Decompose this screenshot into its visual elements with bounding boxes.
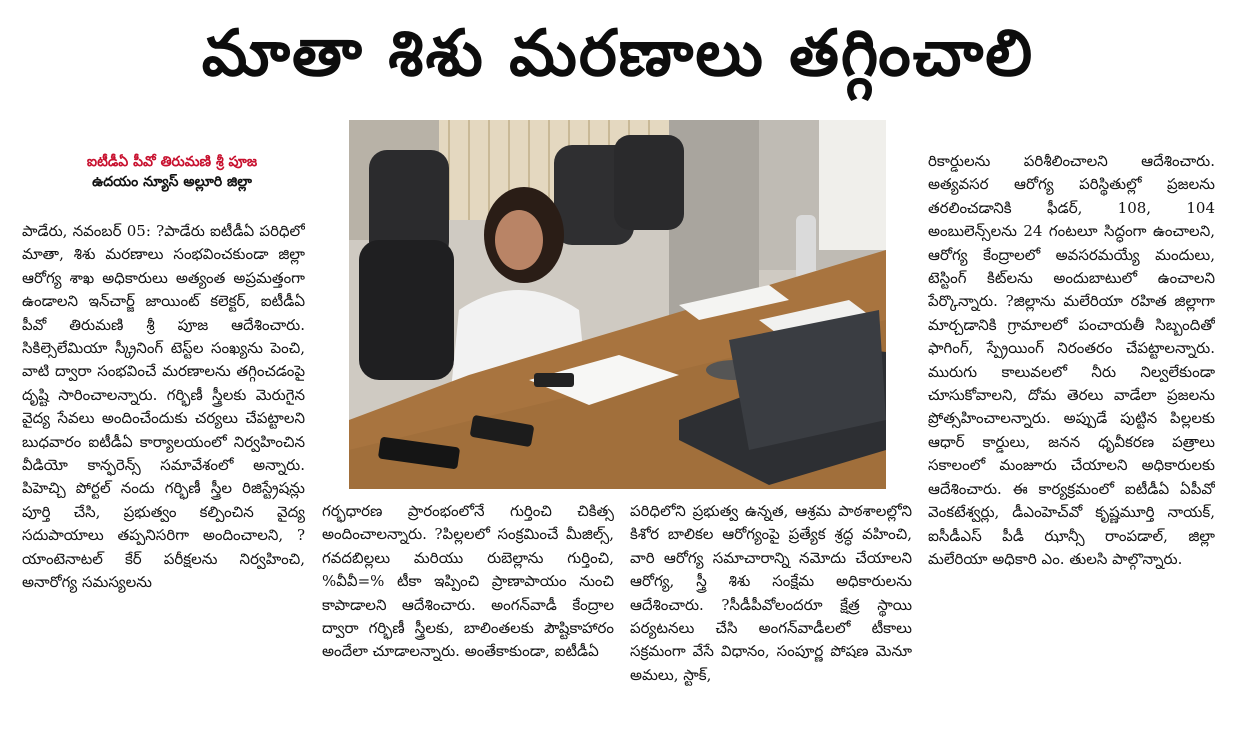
news-photo [349, 120, 886, 489]
byline [22, 152, 322, 192]
meeting-photo-illustration [349, 120, 886, 489]
article-column-3: పరిధిలోని ప్రభుత్వ ఉన్నత, ఆశ్రమ పాఠశాలల్లోని కిశోర బాలికల ఆరోగ్యంపై ప్రత్యేక శ్రద్ధ వహించి, వారి ఆరోగ్య సమాచారాన్ని నమోదు చేయాలని ఆరోగ్య, స్త్రీ శిశు సంక్షేమ అధికారులను ఆదేశించారు. ?సీడీపీవోలందరూ క్షేత్ర స్థాయి పర్యటనలు చేసి అంగన్‌వాడీలలో టీకాలు సక్రమంగా వేసే విధానం, సంపూర్ణ పోషణ మెనూ అమలు, స్టాక్, [630, 502, 912, 684]
article-column-1: పాడేరు, నవంబర్ 05: ?పాడేరు ఐటీడీఏ పరిధిలో మాతా, శిశు మరణాలు సంభవించకుండా జిల్లా ఆరోగ్య శాఖ అధికారులు అత్యంత అప్రమత్తంగా ఉండాలని ఇన్‌చార్జ్ జాయింట్ కలెక్టర్, ఐటీడీఏ పీవో తిరుమణి శ్రీ పూజ ఆదేశించారు. సికిల్సెలేమియా స్క్రీనింగ్ టెస్ట్‌ల సంఖ్యను పెంచి, వాటి ద్వారా సంభవించే మరణాలను తగ్గించడంపై దృష్టి సారించాలన్నారు. గర్భిణీ స్త్రీలకు మెరుగైన వైద్య సేవలు అందించేందుకు చర్యలు చేపట్టాలని బుధవారం ఐటీడీఏ కార్యాలయంలో నిర్వహించిన వీడియో కాన్ఫరెన్స్ సమావేశంలో అన్నారు. పిహెచ్చి పోర్టల్ నందు గర్భిణీ స్త్రీల రిజిస్ట్రేషన్లు పూర్తి చేసి, ప్రభుత్వం కల్పించిన వైద్య సదుపాయాలు తప్పనిసరిగా అందించాలని, ?యాంటెనాటల్ కేర్ పరీక్షలను నిర్వహించి, అనారోగ్య సమస్యలను [22, 222, 305, 592]
article-column-2: గర్భధారణ ప్రారంభంలోనే గుర్తించి చికిత్స అందించాలన్నారు. ?పిల్లలలో సంక్రమించే మీజిల్స్, గవదబిల్లలు మరియు రుబెల్లాను గుర్తించి, %వీవీ=% టీకా ఇప్పించి ప్రాణాపాయం నుంచి కాపాడాలని ఆదేశించారు. అంగన్‌వాడీ కేంద్రాల ద్వారా గర్భిణీ స్త్రీలకు, బాలింతలకు పౌష్టికాహారం అందేలా చూడాలన్నారు. అంతేకాకుండా, ఐటీడీఏ [322, 502, 614, 661]
article-column-4: రికార్డులను పరిశీలించాలని ఆదేశించారు. అత్యవసర ఆరోగ్య పరిస్థితుల్లో ప్రజలను తరలించడానికి ఫీడర్, 108, 104 అంబులెన్స్‌లను 24 గంటలూ సిద్ధంగా ఉంచాలని, ఆరోగ్య కేంద్రాలలో అవసరమయ్యే మందులు, టెస్టింగ్ కిట్‌లను అందుబాటులో ఉంచాలని పేర్కొన్నారు. ?జిల్లాను మలేరియా రహిత జిల్లాగా మార్చడానికి గ్రామాలలో పంచాయతీ సిబ్బందితో ఫాగింగ్, స్ప్రేయింగ్ నిరంతరం చేపట్టాలన్నారు. మురుగు కాలువలలో నీరు నిల్వలేకుండా చూసుకోవాలని, దోమ తెరలు వాడేలా ప్రజలను ప్రోత్సహించాలన్నారు. అప్పుడే పుట్టిన పిల్లలకు ఆధార్ కార్డులు, జనన ధృవీకరణ పత్రాలు సకాలంలో మంజూరు చేయాలని అధికారులకు ఆదేశించారు. ఈ కార్యక్రమంలో ఐటీడీఏ ఏపీవో వెంకటేశ్వర్లు, డీఎంహెచ్‌వో కృష్ణమూర్తి నాయక్, ఐసీడీఎస్ పీడీ ఝాన్సీ రాంపడాల్, జిల్లా మలేరియా అధికారి ఎం. తులసి పాల్గొన్నారు. [928, 152, 1215, 568]
byline-name: ఐటీడీఏ పీవో తిరుమణి శ్రీ పూజ [86, 154, 258, 170]
byline-org: ఉదయం న్యూస్ అల్లూరి జిల్లా [92, 174, 252, 190]
headline: మాతా శిశు మరణాలు తగ్గించాలి [201, 17, 1035, 91]
